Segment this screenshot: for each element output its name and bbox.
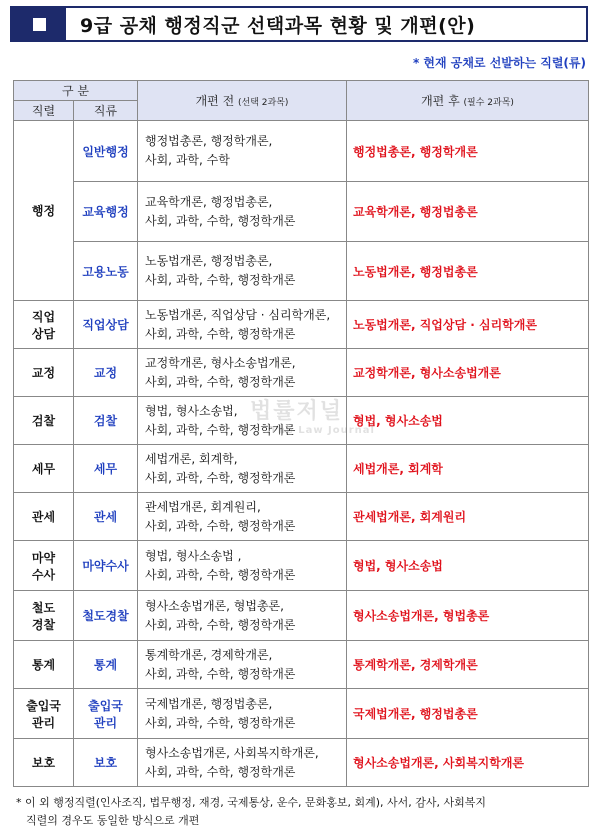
footnote-line: 직렬의 경우도 동일한 방식으로 개편	[26, 814, 200, 827]
jikryu-cell: 철도경찰	[74, 591, 138, 641]
square-icon	[33, 18, 46, 31]
before-cell: 형법, 형사소송법, 사회, 과학, 수학, 행정학개론	[138, 397, 347, 445]
jikryu-cell: 교정	[74, 349, 138, 397]
top-note: * 현재 공채로 선발하는 직렬(류)	[412, 56, 586, 70]
after-cell: 노동법개론, 직업상담 · 심리학개론	[347, 301, 589, 349]
before-cell: 노동법개론, 행정법총론, 사회, 과학, 수학, 행정학개론	[138, 242, 347, 301]
before-cell: 세법개론, 회계학, 사회, 과학, 수학, 행정학개론	[138, 445, 347, 493]
jikryeol-cell: 행정	[14, 121, 74, 301]
jikryu-cell: 통계	[74, 641, 138, 689]
jikryu-cell: 교육행정	[74, 182, 138, 242]
table-row	[14, 689, 589, 739]
after-cell: 세법개론, 회계학	[347, 445, 589, 493]
header-jikryu: 직류	[74, 101, 138, 121]
after-cell: 교육학개론, 행정법총론	[347, 182, 589, 242]
table-row	[14, 182, 589, 242]
before-cell: 교정학개론, 형사소송법개론, 사회, 과학, 수학, 행정학개론	[138, 349, 347, 397]
jikryeol-cell: 보호	[14, 739, 74, 787]
header-after: 개편 후 (필수 2과목)	[347, 81, 589, 121]
after-cell: 행정법총론, 행정학개론	[347, 121, 589, 182]
table-row	[14, 121, 589, 182]
before-cell: 국제법개론, 행정법총론, 사회, 과학, 수학, 행정학개론	[138, 689, 347, 739]
before-cell: 형사소송법개론, 형법총론, 사회, 과학, 수학, 행정학개론	[138, 591, 347, 641]
before-cell: 행정법총론, 행정학개론, 사회, 과학, 수학	[138, 121, 347, 182]
before-cell: 형법, 형사소송법 , 사회, 과학, 수학, 행정학개론	[138, 541, 347, 591]
jikryu-cell: 출입국 관리	[74, 689, 138, 739]
table-row	[14, 445, 589, 493]
jikryu-cell: 직업상담	[74, 301, 138, 349]
after-cell: 형사소송법개론, 형법총론	[347, 591, 589, 641]
after-cell: 통계학개론, 경제학개론	[347, 641, 589, 689]
header-before: 개편 전 (선택 2과목)	[138, 81, 347, 121]
table-row	[14, 591, 589, 641]
jikryu-cell: 마약수사	[74, 541, 138, 591]
after-cell: 형법, 형사소송법	[347, 541, 589, 591]
before-cell: 형사소송법개론, 사회복지학개론, 사회, 과학, 수학, 행정학개론	[138, 739, 347, 787]
table-row	[14, 641, 589, 689]
before-cell: 관세법개론, 회계원리, 사회, 과학, 수학, 행정학개론	[138, 493, 347, 541]
jikryu-cell: 관세	[74, 493, 138, 541]
before-cell: 노동법개론, 직업상담 · 심리학개론, 사회, 과학, 수학, 행정학개론	[138, 301, 347, 349]
jikryeol-cell: 교정	[14, 349, 74, 397]
jikryu-cell: 세무	[74, 445, 138, 493]
jikryu-cell: 보호	[74, 739, 138, 787]
before-cell: 교육학개론, 행정법총론, 사회, 과학, 수학, 행정학개론	[138, 182, 347, 242]
watermark: 법률저널 The Law Journal	[250, 399, 375, 436]
jikryu-cell: 일반행정	[74, 121, 138, 182]
after-cell: 교정학개론, 형사소송법개론	[347, 349, 589, 397]
after-cell: 국제법개론, 행정법총론	[347, 689, 589, 739]
after-cell: 형법, 형사소송법	[347, 397, 589, 445]
footnote	[16, 794, 591, 830]
jikryeol-cell: 검찰	[14, 397, 74, 445]
after-cell: 형사소송법개론, 사회복지학개론	[347, 739, 589, 787]
header-jikryeol: 직렬	[14, 101, 74, 121]
jikryeol-cell: 직업 상담	[14, 301, 74, 349]
table-row	[14, 301, 589, 349]
title-bar	[10, 6, 588, 42]
table-row	[14, 541, 589, 591]
table-row	[14, 493, 589, 541]
jikryeol-cell: 출입국 관리	[14, 689, 74, 739]
table-row	[14, 739, 589, 787]
after-cell: 노동법개론, 행정법총론	[347, 242, 589, 301]
jikryeol-cell: 세무	[14, 445, 74, 493]
page-title: 9급 공채 행정직군 선택과목 현황 및 개편(안)	[80, 14, 476, 37]
after-cell: 관세법개론, 회계원리	[347, 493, 589, 541]
jikryeol-cell: 관세	[14, 493, 74, 541]
jikryeol-cell: 마약 수사	[14, 541, 74, 591]
before-cell: 통계학개론, 경제학개론, 사회, 과학, 수학, 행정학개론	[138, 641, 347, 689]
title-marker	[12, 8, 66, 40]
table-row	[14, 242, 589, 301]
jikryeol-cell: 통계	[14, 641, 74, 689]
jikryeol-cell: 철도 경찰	[14, 591, 74, 641]
table-row	[14, 349, 589, 397]
jikryu-cell: 고용노동	[74, 242, 138, 301]
footnote-line: * 이 외 행정직렬(인사조직, 법무행정, 재경, 국제통상, 운수, 문화홍보, 회계), 사서, 감사, 사회복지	[16, 796, 487, 809]
header-gubun: 구 분	[14, 81, 138, 101]
jikryu-cell: 검찰	[74, 397, 138, 445]
